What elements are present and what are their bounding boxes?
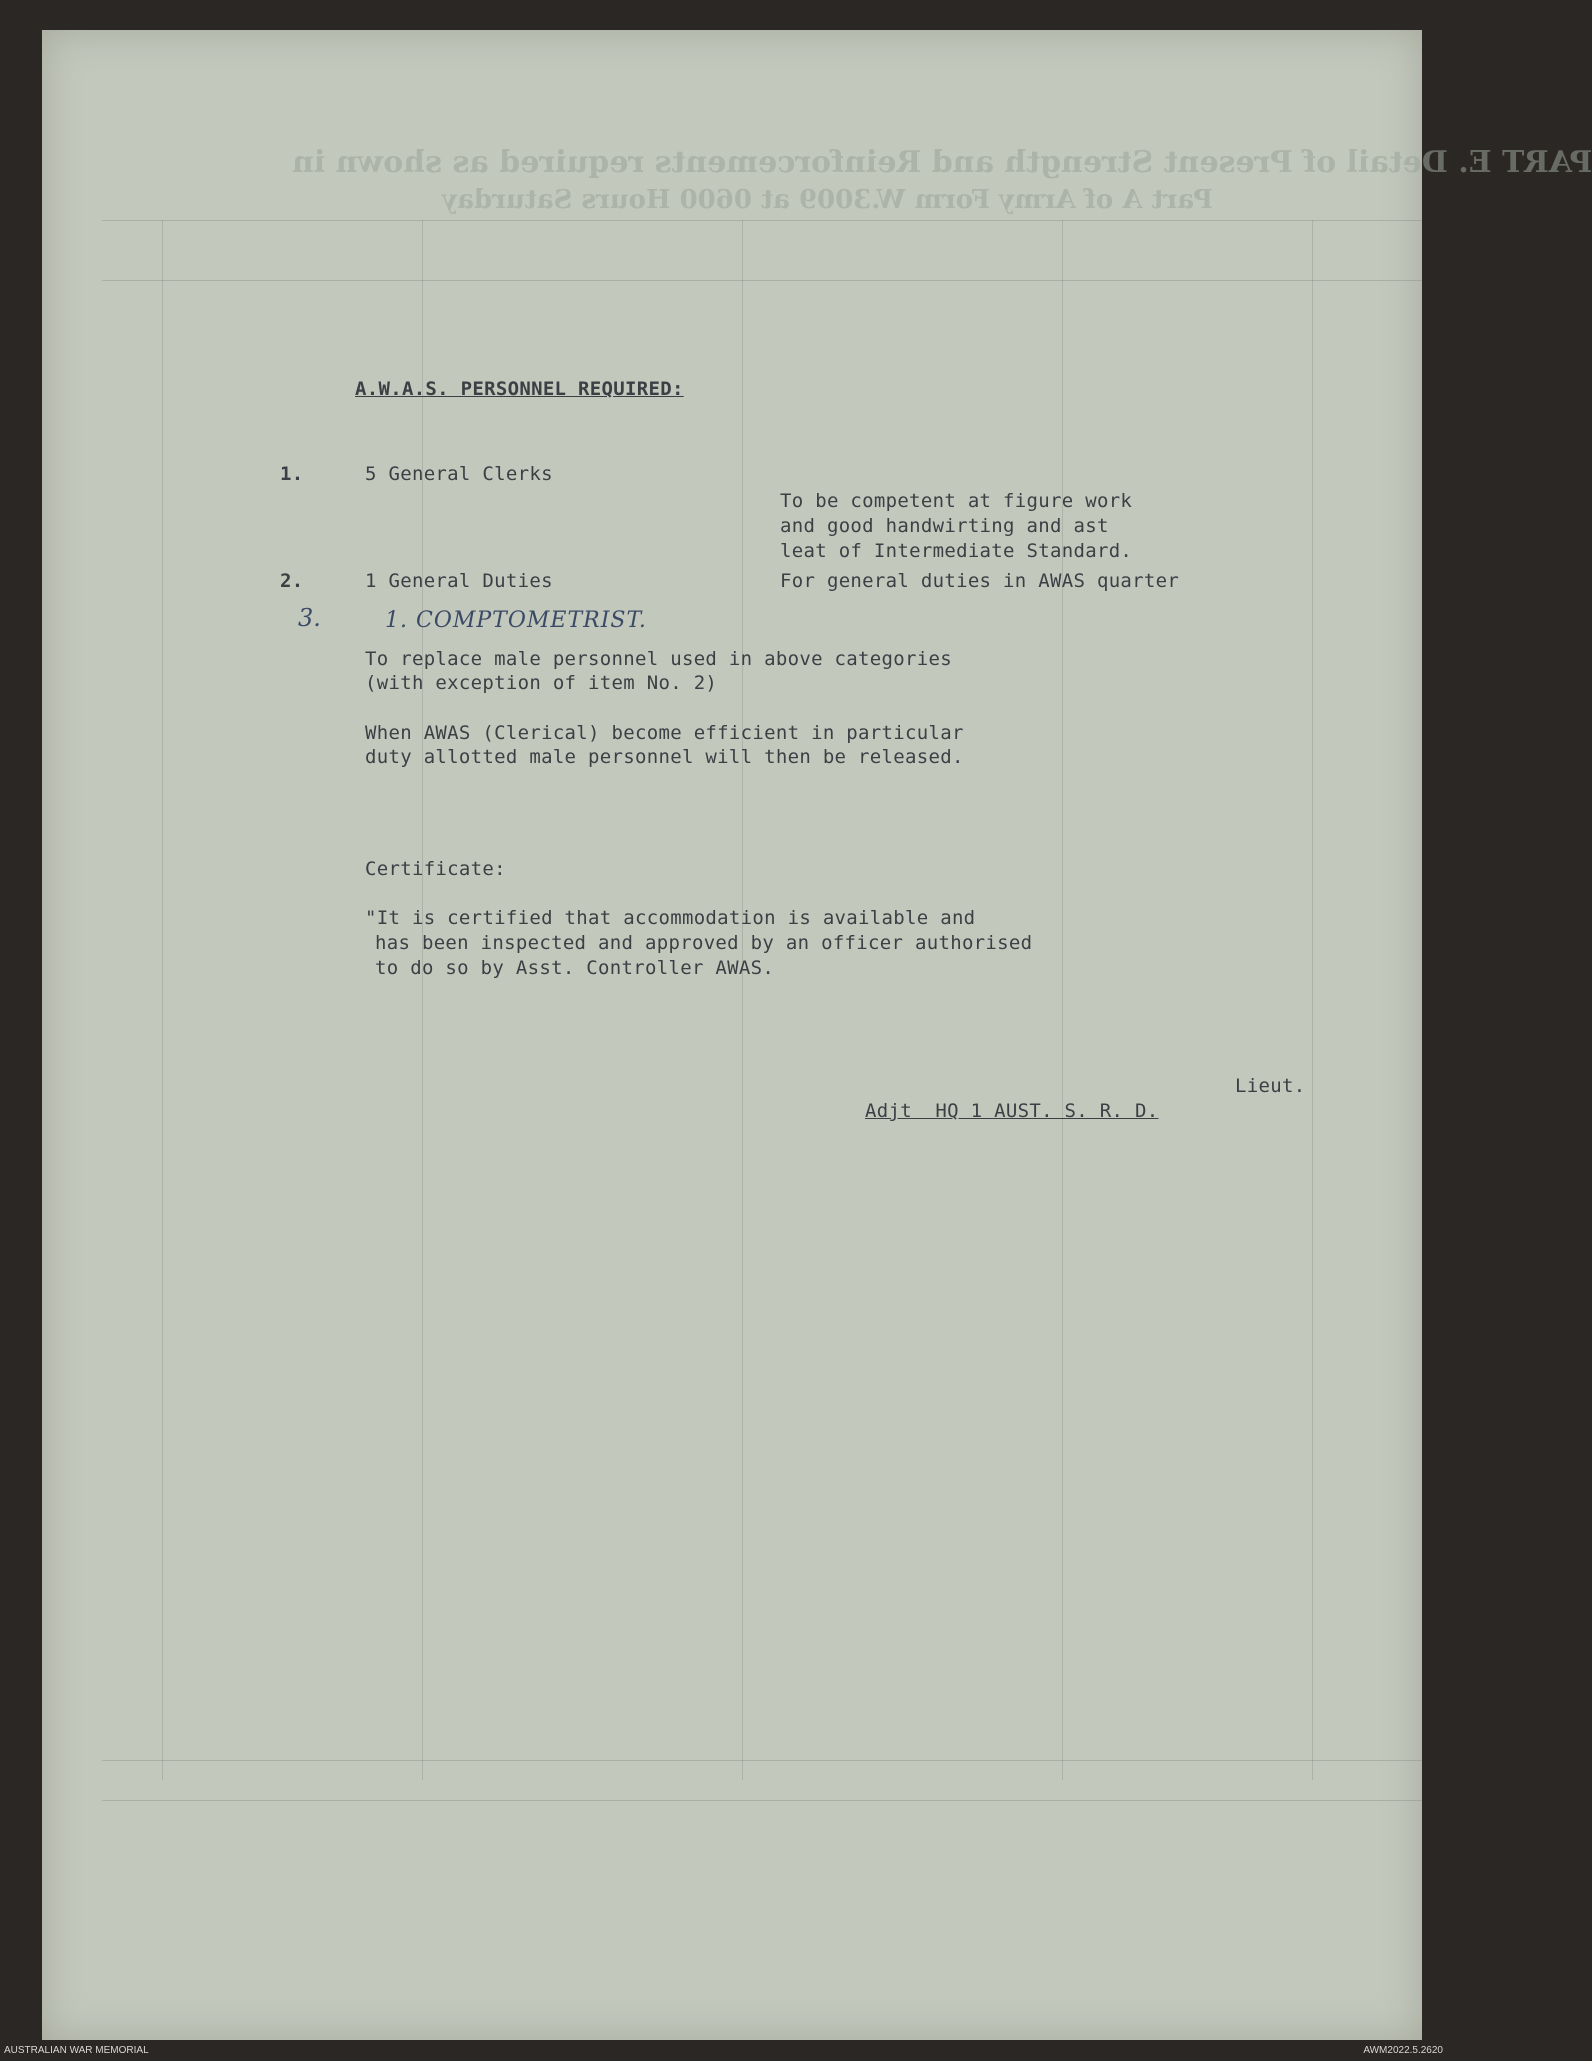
- certificate-line: "It is certified that accommodation is available and: [365, 907, 976, 929]
- ghost-column-rule: [422, 220, 423, 1780]
- signature-rank: Lieut.: [1235, 1075, 1306, 1097]
- ghost-column-rule: [1062, 220, 1063, 1780]
- certificate-line: has been inspected and approved by an officer authorised: [375, 932, 1033, 954]
- ghost-column-rule: [1312, 220, 1313, 1780]
- footer-archive-name: AUSTRALIAN WAR MEMORIAL: [4, 2045, 149, 2056]
- item-number: 1.: [280, 463, 304, 485]
- ghost-rule: [102, 220, 1422, 221]
- item-note-line: leat of Intermediate Standard.: [780, 540, 1133, 562]
- handwritten-item-role: 1. COMPTOMETRIST.: [385, 608, 647, 633]
- item-role: 5 General Clerks: [365, 463, 553, 485]
- release-line: When AWAS (Clerical) become efficient in particular: [365, 722, 964, 744]
- ghost-rule: [102, 1800, 1422, 1801]
- certificate-line: to do so by Asst. Controller AWAS.: [375, 957, 775, 979]
- ghost-column-rule: [742, 220, 743, 1780]
- footer-accession-number: AWM2022.5.2620: [1363, 2045, 1443, 2056]
- item-note-line: For general duties in AWAS quarter: [780, 570, 1180, 592]
- handwritten-item-number: 3.: [298, 604, 321, 632]
- document-title: A.W.A.S. PERSONNEL REQUIRED:: [355, 378, 684, 400]
- signature-unit: Adjt HQ 1 AUST. S. R. D.: [865, 1100, 1159, 1122]
- item-note-line: and good handwirting and ast: [780, 515, 1109, 537]
- release-line: duty allotted male personnel will then be released.: [365, 746, 964, 768]
- ghost-column-rule: [162, 220, 163, 1780]
- document-page: [42, 30, 1592, 2040]
- certificate-heading: Certificate:: [365, 858, 506, 880]
- ghost-header-line-2: Part A of Army Form W.3009 at 0600 Hours Saturday: [442, 185, 1213, 215]
- replace-line: (with exception of item No. 2): [365, 672, 718, 694]
- ghost-rule: [102, 280, 1422, 281]
- item-role: 1 General Duties: [365, 570, 553, 592]
- ghost-header-line-1: PART E. Detail of Present Strength and Reinforcements required as shown in: [292, 145, 1592, 180]
- item-note-line: To be competent at figure work: [780, 490, 1133, 512]
- item-number: 2.: [280, 570, 304, 592]
- replace-line: To replace male personnel used in above categories: [365, 648, 952, 670]
- ghost-rule: [102, 1760, 1422, 1761]
